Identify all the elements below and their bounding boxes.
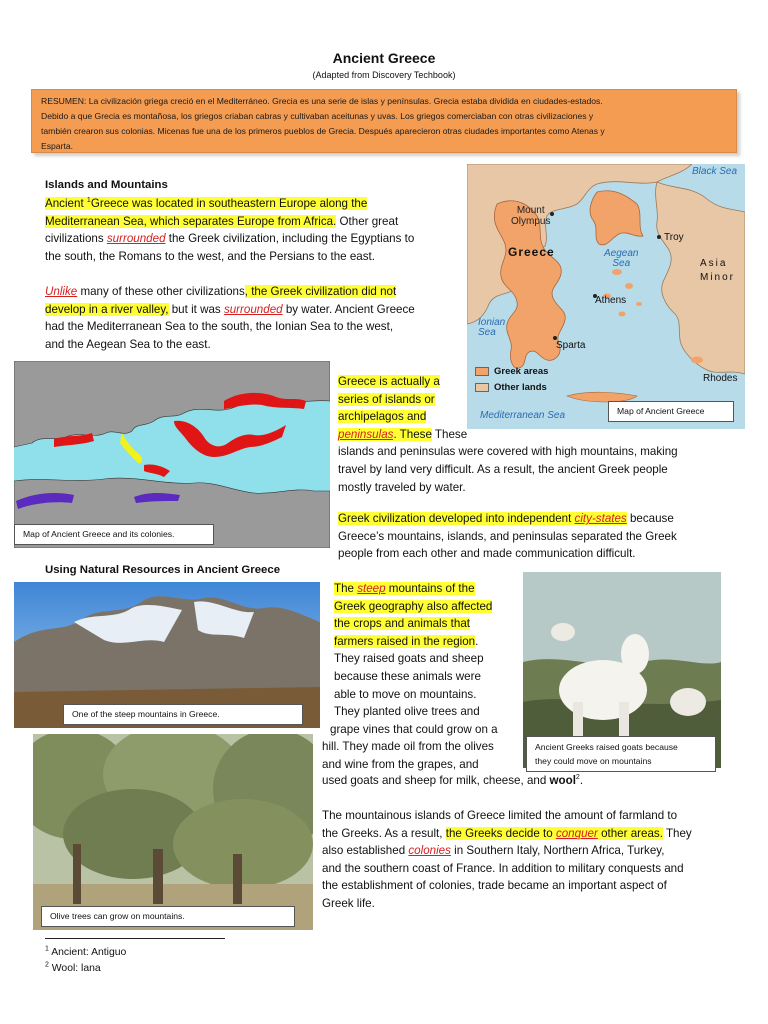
footnote-ref: 2 — [575, 774, 580, 782]
text: the establishment of colonies, trade became an important aspect of — [322, 879, 667, 893]
text: Ancient Greeks raised goats because — [535, 742, 678, 752]
label-sparta: Sparta — [556, 340, 586, 351]
footnote-num: 2 — [45, 961, 49, 969]
text: Greece is actually a — [338, 375, 440, 388]
label-aegean-sea — [604, 249, 638, 269]
text: Aegean — [604, 248, 639, 259]
label-greece: Greece — [508, 245, 555, 259]
vocab-word: conquer — [555, 826, 598, 840]
vocab-word: Unlike — [45, 285, 78, 298]
colonies-map-image — [14, 361, 330, 548]
paragraph-colonies — [322, 807, 742, 913]
text: Greek geography also affected — [334, 599, 493, 613]
label-rhodes: Rhodes — [703, 373, 738, 384]
text: mountains of the — [385, 582, 475, 595]
map-greece-caption: Map of Ancient Greece — [608, 401, 734, 422]
olive-photo — [33, 734, 313, 930]
text: the Greeks. As a result, — [322, 826, 446, 840]
goat-photo — [523, 572, 721, 768]
summary-line: Esparta. — [41, 141, 74, 151]
text: the Greeks decide to — [445, 826, 556, 840]
text: able to move on mountains. — [334, 687, 477, 701]
text: the Greek civilization, including the Egyptians to — [165, 232, 415, 246]
page-title: Ancient Greece — [332, 50, 436, 66]
text: farmers raised in the region — [334, 634, 476, 648]
vocab-word: surrounded — [223, 302, 283, 316]
text: and wine from the grapes, and — [322, 757, 479, 771]
text: people from each other and made communication difficult. — [338, 547, 636, 561]
label-athens: Athens — [595, 295, 627, 306]
text: . — [475, 634, 479, 648]
text: . — [579, 774, 584, 787]
vocab-word: city-states — [574, 512, 627, 525]
text: , the Greek civilization did not — [244, 285, 397, 298]
text: They raised goats and sheep — [334, 652, 484, 666]
text: archipelagos and — [338, 410, 427, 424]
footnote-item — [45, 945, 126, 961]
footnote-num: 1 — [45, 945, 49, 953]
olive-caption: Olive trees can grow on mountains. — [41, 906, 295, 927]
paragraph-steep-mountains — [322, 580, 524, 774]
text: Ancient — [45, 197, 87, 210]
text: Mediterranean Sea, which separates Europe from Africa. — [45, 214, 337, 228]
text: they could move on mountains — [535, 756, 652, 766]
text: Sea — [478, 327, 496, 338]
text: series of islands or — [338, 392, 435, 406]
text: Sea — [612, 258, 631, 269]
text: by water. Ancient Greece — [282, 302, 415, 316]
summary-line: también crearon sus colonias. Micenas fue una de los primeros pueblos de Grecia. Después aparecieron otras ciudades importantes como Atenas y — [41, 126, 605, 136]
vocab-word: peninsulas — [338, 427, 394, 441]
text: Ionian — [478, 317, 506, 328]
text: the south, the Romans to the west, and the Persians to the east. — [45, 249, 375, 263]
text: travel by land very difficult. As a result, the ancient Greek people — [338, 462, 668, 476]
text: but it was — [168, 302, 224, 316]
section-heading-resources: Using Natural Resources in Ancient Greece — [45, 564, 281, 576]
text: the crops and animals that — [334, 617, 470, 631]
text: mostly traveled by water. — [338, 480, 466, 494]
olive-image — [33, 734, 313, 930]
mountain-caption: One of the steep mountains in Greece. — [63, 704, 303, 725]
vocab-word: colonies — [408, 844, 451, 858]
vocab-word: steep — [357, 582, 386, 595]
label-mount-olympus — [511, 205, 550, 227]
legend-label: Other lands — [494, 382, 547, 393]
summary-line: Debido a que Grecia es montañosa, los griegos criaban cabras y cultivaban aceitunas y uvas. Los griegos comerciaban con otras civilizaciones y — [41, 111, 594, 121]
legend-label: Greek areas — [494, 366, 549, 377]
text: civilizations — [45, 232, 107, 246]
label-mediterranean-sea: Mediterranean Sea — [480, 410, 566, 421]
footnote-divider — [45, 938, 225, 939]
summary-box — [31, 89, 737, 153]
text: Asia — [700, 258, 728, 269]
text: also established — [322, 844, 409, 858]
text: Other great — [336, 214, 399, 228]
text: because these animals were — [334, 669, 481, 683]
footnotes — [45, 945, 126, 977]
text: and the southern coast of France. In addition to military conquests and — [322, 861, 684, 875]
text: grape vines that could grow on a — [330, 722, 498, 736]
footnote-text: Ancient: Antiguo — [48, 947, 127, 958]
text: Greek life. — [322, 896, 375, 910]
label-asia-minor — [700, 257, 735, 285]
vocab-word: surrounded — [106, 232, 166, 246]
text: Greece’s mountains, islands, and peninsulas separated the Greek — [338, 529, 677, 543]
text: The mountainous islands of Greece limited the amount of farmland to — [322, 809, 678, 822]
text: hill. They made oil from the olives — [322, 740, 494, 754]
footnote-ref: 1 — [86, 197, 91, 205]
text: islands and peninsulas were covered with high mountains, making — [338, 445, 678, 459]
page-subtitle: (Adapted from Discovery Techbook) — [312, 70, 456, 80]
label-troy: Troy — [664, 232, 684, 243]
text: Minor — [700, 272, 736, 283]
label-ionian-sea — [478, 318, 505, 338]
mountain-photo — [14, 582, 320, 728]
text: had the Mediterranean Sea to the south, the Ionian Sea to the west, — [45, 320, 394, 334]
map-colonies — [14, 361, 330, 548]
text: develop in a river valley, — [45, 302, 169, 316]
footnote-text: Wool: lana — [48, 963, 101, 974]
text: . These — [393, 427, 432, 441]
paragraph-wool — [322, 772, 742, 790]
paragraph-islands-peninsulas: Greece is actually a series of islands or archipelagos and peninsulas. These These islands and peninsulas were covered with high mountains, making travel by land very difficult. As a result, the ancient Greek people mostly traveled by water. — [338, 375, 678, 494]
text: in Southern Italy, Northern Africa, Turkey, — [450, 844, 665, 858]
text: wool — [549, 774, 576, 787]
text: Mount — [516, 205, 545, 216]
text: Olympus — [511, 216, 551, 227]
text: Greece was located in southeastern Europe along the — [90, 197, 368, 210]
text: They planted olive trees and — [334, 705, 480, 719]
text: Greek civilization developed into independent — [338, 512, 575, 525]
footnote-item — [45, 961, 126, 977]
map-colonies-caption: Map of Ancient Greece and its colonies. — [14, 524, 214, 545]
text: because — [626, 512, 674, 525]
text: The — [334, 582, 358, 595]
text: many of these other civilizations — [77, 285, 245, 298]
text: and the Aegean Sea to the east. — [45, 337, 211, 351]
text: other areas. — [597, 826, 663, 840]
text: They — [662, 826, 692, 840]
label-black-sea: Black Sea — [692, 166, 738, 177]
summary-line: RESUMEN: La civilización griega creció en el Mediterráneo. Grecia es una serie de islas y penínsulas. Grecia estaba dividida en ciudades-estados. — [41, 96, 603, 106]
paragraph-islands-1 — [45, 195, 465, 265]
text: used goats and sheep for milk, cheese, and — [322, 774, 550, 787]
paragraph-city-states — [338, 510, 738, 563]
section-heading-islands: Islands and Mountains — [45, 179, 168, 191]
paragraph-islands-2 — [45, 283, 470, 353]
goat-caption — [526, 736, 716, 772]
